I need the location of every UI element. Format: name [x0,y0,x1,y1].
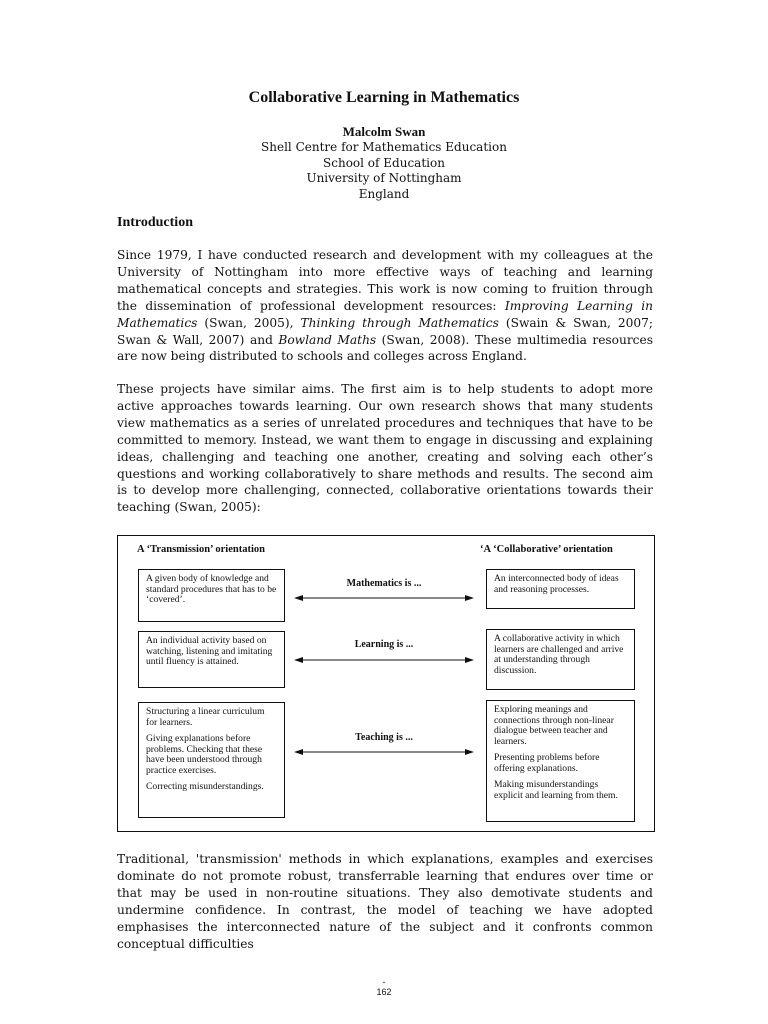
box-text: Structuring a linear curriculum for learners. [146,706,265,728]
paragraph-3: Traditional, 'transmission' methods in which explanations, examples and exercises dominate do not promote robust, transferrable learning that endures over time or that may be used in non-routine situations. They also demotivate students and undermine confidence. In contrast, the model of teaching we have adopted emphasises the interconnected nature of the subject and it confronts common conceptual difficulties [117,852,653,951]
box-text: Correcting misunderstandings. [146,781,264,792]
p1-italic-3: Bowland Maths [278,332,377,347]
transmission-learning-box [138,631,285,688]
learning-label: Learning is ... [354,639,414,650]
transmission-heading: A ‘Transmission’ orientation [137,544,265,555]
box-text: An individual activity based on watching, listening and imitating until fluency is attained. [146,635,273,667]
box-text: Presenting problems before offering explanations. [494,752,600,774]
section-heading: Introduction [117,215,193,230]
author-affiliation-2: School of Education [323,155,445,170]
collaborative-heading: ‘A ‘Collaborative’ orientation [480,544,613,555]
box-text: An interconnected body of ideas and reasoning processes. [494,573,619,595]
collaborative-mathematics-box [486,569,635,609]
box-text: A collaborative activity in which learners are challenged and arrive at understanding through discussion. [494,633,624,676]
double-arrow-icon [294,746,474,758]
collaborative-learning-box [486,629,635,690]
author-affiliation-3: University of Nottingham [306,171,462,186]
double-arrow-icon [294,654,474,666]
page-number [0,977,768,997]
page-number-value: 162 [376,987,392,997]
teaching-label: Teaching is ... [355,732,413,743]
author-affiliation-1: Shell Centre for Mathematics Education [261,139,507,154]
mathematics-label: Mathematics is ... [346,578,422,589]
page-marker: - [382,977,386,987]
box-text: Making misunderstandings explicit and learning from them. [494,779,618,801]
author-block [0,124,768,203]
paper-title: Collaborative Learning in Mathematics [248,89,520,106]
orientation-figure [117,535,655,832]
collaborative-teaching-box [486,700,635,822]
paragraph-2: These projects have similar aims. The first aim is to help students to adopt more active approaches towards learning. Our own research shows that many students view mathematics as a series of unrelated procedures and techniques that have to be committed to memory. Instead, we want them to engage in discussing and explaining ideas, challenging and teaching one another, creating and solving each other’s questions and working collaboratively to share methods and results. The second aim is to develop more challenging, connected, collaborative orientations towards their teaching (Swan, 2005): [117,382,653,515]
box-text: Exploring meanings and connections through non-linear dialogue between teacher and learners. [494,704,614,747]
author-affiliation-4: England [358,187,410,202]
double-arrow-icon [294,592,474,604]
author-name: Malcolm Swan [342,124,426,139]
box-text: Giving explanations before problems. Checking that these have been understood through practice exercises. [146,733,263,776]
p1-text-3: (Swain & Swan, 2007; Swan & Wall, 2007) and [117,315,654,347]
p1-text-2: (Swan, 2005), [197,315,301,330]
transmission-teaching-box [138,702,285,818]
transmission-mathematics-box [138,569,285,622]
p1-text-4: (Swan, 2008). These multimedia resources are now being distributed to schools and colleges across England. [117,332,653,364]
paragraph-1 [117,247,653,365]
p1-text-1: Since 1979, I have conducted research and development with my colleagues at the University of Nottingham into more effective ways of teaching and learning mathematical concepts and strategies. This work is now coming to fruition through the dissemination of professional development resources: [117,248,653,313]
box-text: A given body of knowledge and standard procedures that has to be ‘covered’. [146,573,277,605]
p1-italic-1: Improving Learning in Mathematics [117,298,654,330]
p1-italic-2: Thinking through Mathematics [300,315,499,330]
